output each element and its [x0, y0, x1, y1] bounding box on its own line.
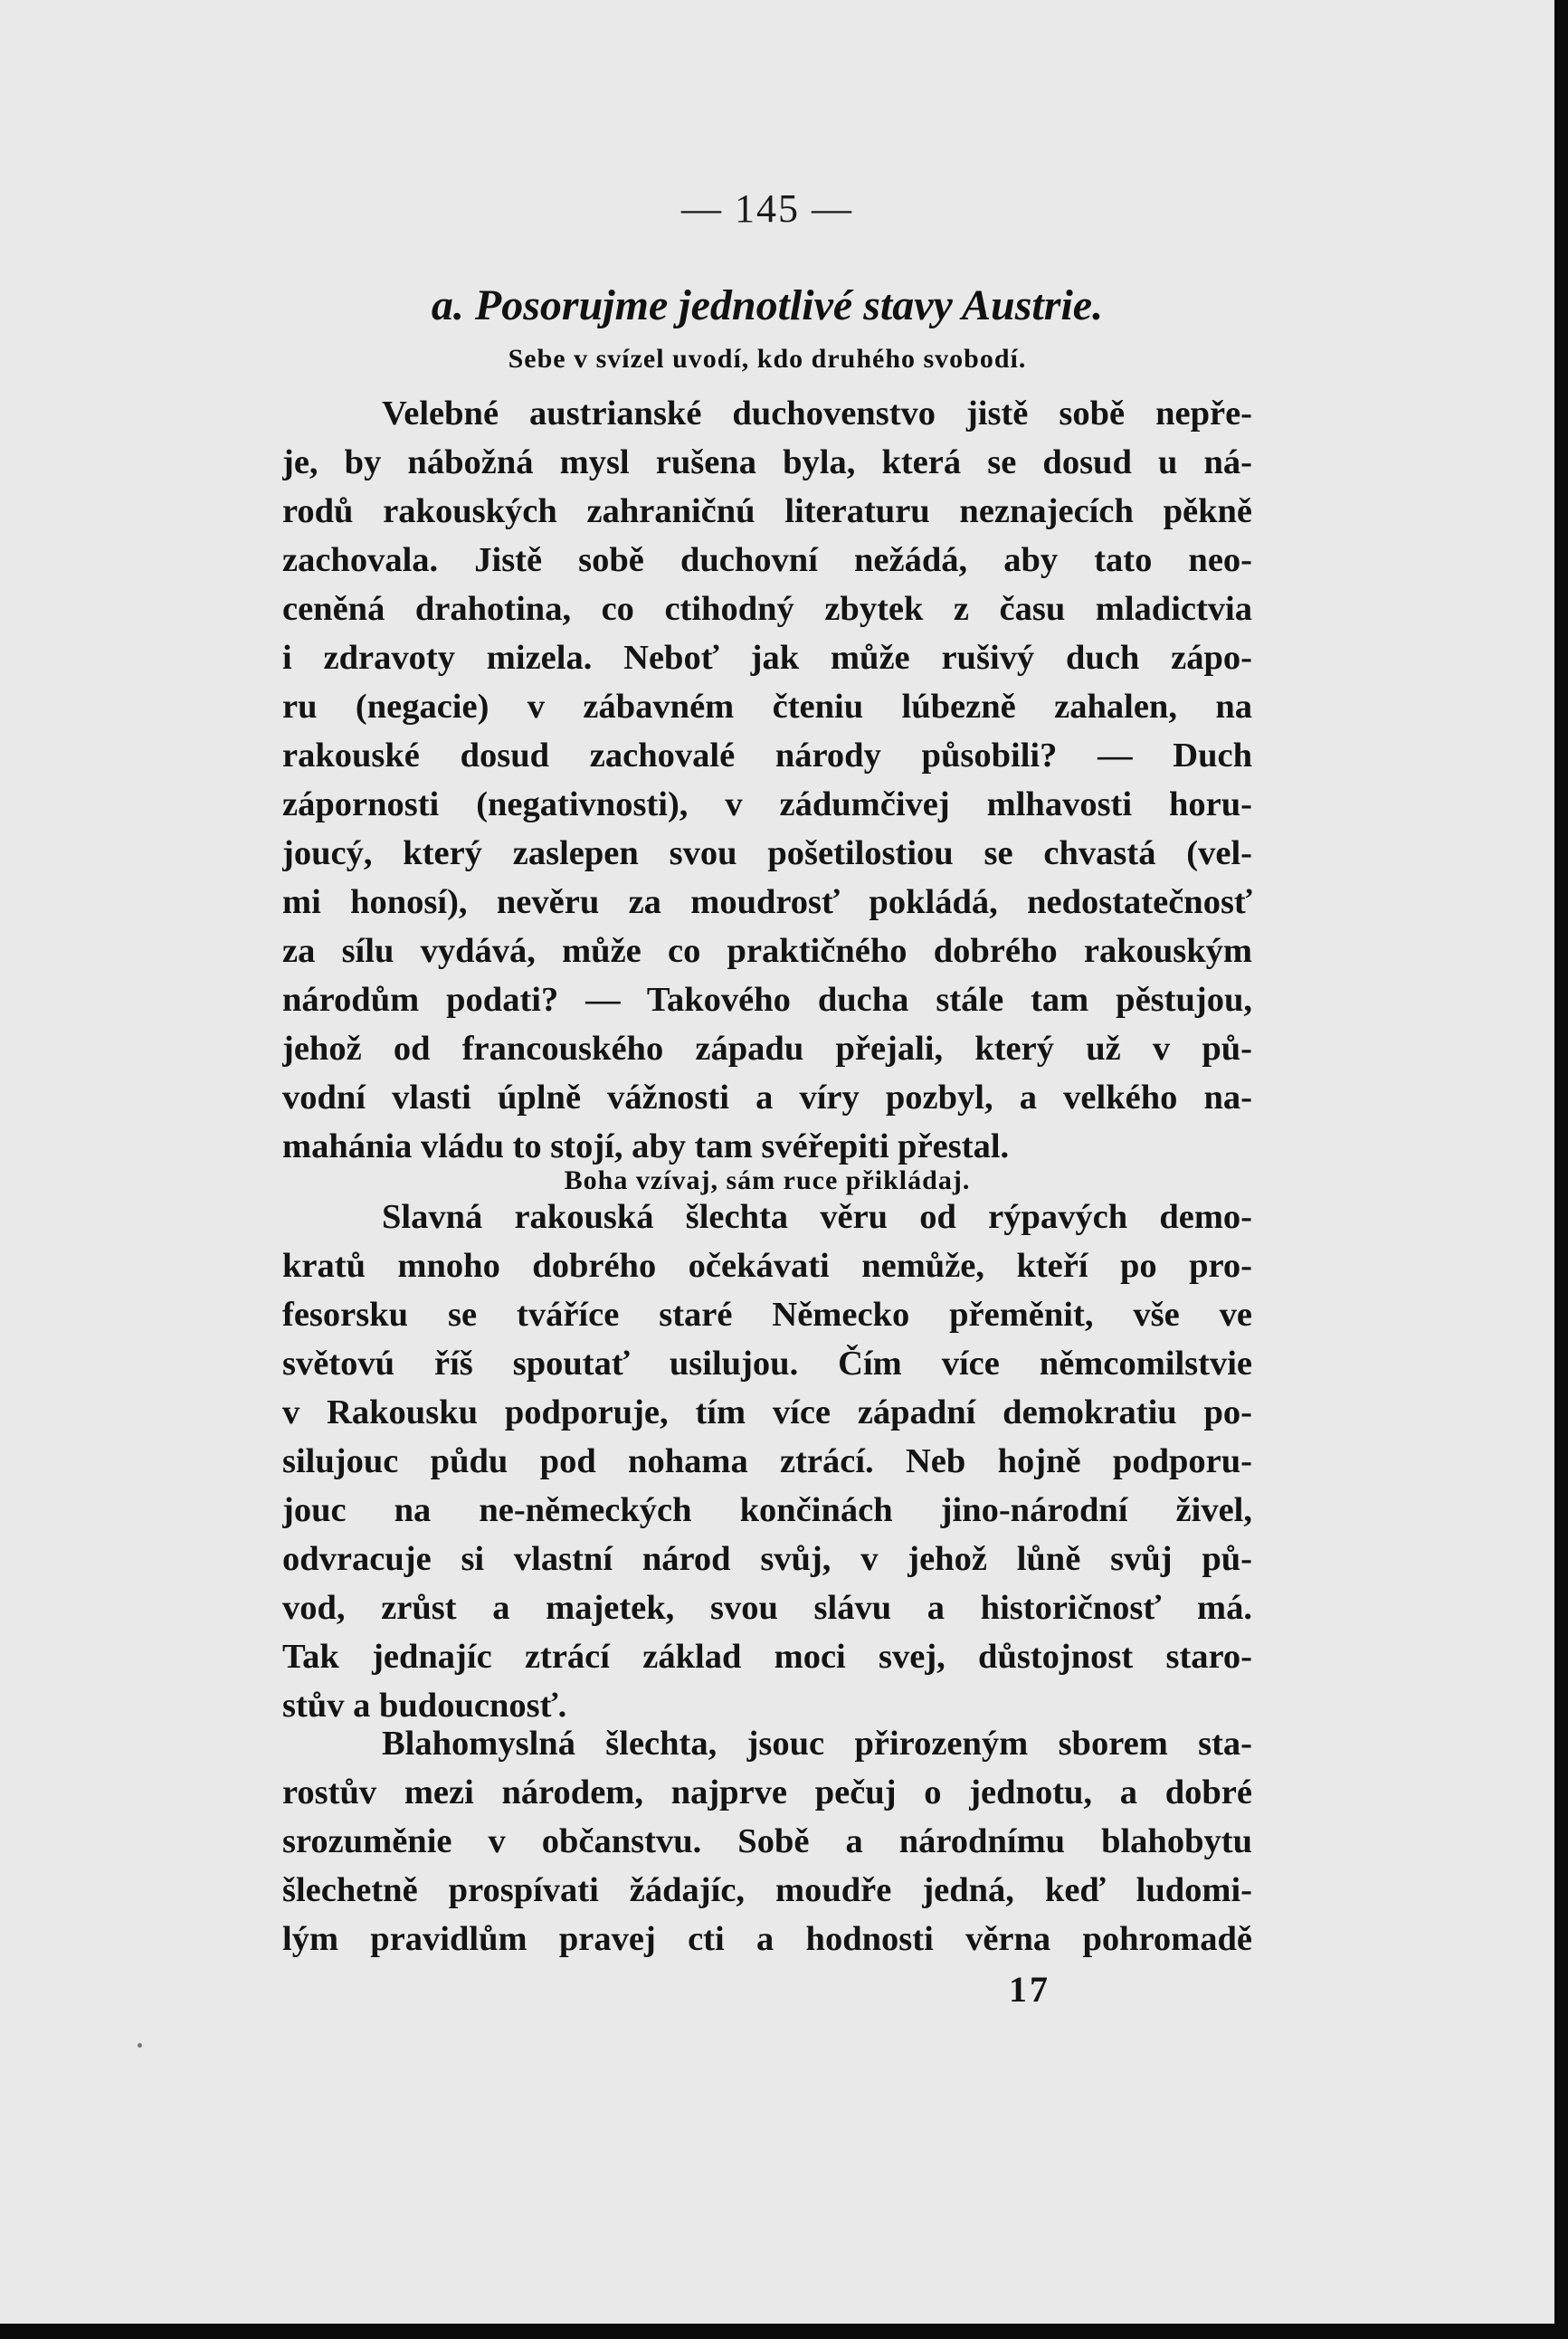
- text-line: zápornosti (negativnosti), v zádumčivej mlhavosti horu-: [282, 785, 1252, 823]
- motto-2: Boha vzívaj, sám ruce přikládaj.: [564, 1165, 971, 1195]
- paragraph-2: [282, 1193, 1252, 1730]
- running-header: — 145 —: [681, 186, 853, 231]
- text-line: lým pravidlům pravej cti a hodnosti věrna pohromadě: [282, 1920, 1252, 1958]
- text-line: joucý, který zaslepen svou pošetilostiou se chvastá (vel-: [282, 834, 1252, 872]
- text-line: mahánia vládu to stojí, aby tam svéřepiti přestal.: [282, 1127, 1010, 1165]
- text-line: ceněná drahotina, co ctihodný zbytek z času mladictvia: [282, 590, 1252, 628]
- text-line: kratů mnoho dobrého očekávati nemůže, kteří po pro-: [282, 1247, 1252, 1285]
- paragraph-3: [282, 1719, 1252, 1963]
- text-line: Velebné austrianské duchovenstvo jistě sobě nepře-: [382, 395, 1252, 433]
- text-line: silujouc půdu pod nohama ztrácí. Neb hojně podporu-: [282, 1442, 1252, 1480]
- text-line: rodů rakouských zahraničnú literaturu neznajecích pěkně: [282, 492, 1252, 530]
- text-line: za sílu vydává, může co praktičného dobrého rakouským: [282, 932, 1252, 970]
- text-line: odvracuje si vlastní národ svůj, v jehož lůně svůj pů-: [282, 1540, 1252, 1578]
- text-line: světovú říš spoutať usilujou. Čím více němcomilstvie: [282, 1345, 1252, 1383]
- text-line: rakouské dosud zachovalé národy působili? — Duch: [282, 737, 1252, 775]
- scan-border-bottom: [0, 2324, 1568, 2339]
- text-line: fesorsku se tváříce staré Německo přeměnit, vše ve: [282, 1296, 1252, 1334]
- section-title: a. Posorujme jednotlivé stavy Austrie.: [431, 281, 1104, 329]
- text-line: Blahomyslná šlechta, jsouc přirozeným sborem sta-: [382, 1725, 1252, 1763]
- text-line: mi honosí), nevěru za moudrosť pokládá, nedostatečnosť: [282, 883, 1252, 921]
- motto-1: Sebe v svízel uvodí, kdo druhého svobodí.: [508, 344, 1027, 374]
- paragraph-1: [282, 389, 1252, 1171]
- text-line: rostův mezi národem, najprve pečuj o jednotu, a dobré: [282, 1773, 1252, 1811]
- text-line: srozuměnie v občanstvu. Sobě a národnímu blahobytu: [282, 1822, 1252, 1860]
- text-line: zachovala. Jistě sobě duchovní nežádá, aby tato neo-: [282, 541, 1252, 579]
- text-line: národům podati? — Takového ducha stále tam pěstujou,: [282, 981, 1252, 1019]
- scan-border-right: [1554, 0, 1568, 2339]
- text-line: je, by nábožná mysl rušena byla, která se dosud u ná-: [282, 443, 1252, 481]
- text-line: v Rakousku podporuje, tím více západní demokratiu po-: [282, 1393, 1252, 1431]
- text-line: i zdravoty mizela. Neboť jak může rušivý duch zápo-: [282, 639, 1252, 677]
- text-line: šlechetně prospívati žádajíc, moudře jedná, keď ludomi-: [282, 1871, 1252, 1909]
- text-line: jehož od francouského západu přejali, který už v pů-: [282, 1030, 1252, 1068]
- text-line: jouc na ne-německých končinách jino-národní živel,: [282, 1491, 1252, 1529]
- signature-mark: 17: [1009, 1969, 1050, 2010]
- text-line: vodní vlasti úplně vážnosti a víry pozbyl, a velkého na-: [282, 1079, 1252, 1117]
- text-line: ru (negacie) v zábavném čteniu lúbezně zahalen, na: [282, 688, 1252, 726]
- text-line: Tak jednajíc ztrácí základ moci svej, důstojnost staro-: [282, 1638, 1252, 1676]
- scan-speck: [138, 2043, 142, 2048]
- text-line: stův a budoucnosť.: [282, 1687, 567, 1725]
- text-line: vod, zrůst a majetek, svou slávu a historičnosť má.: [282, 1589, 1252, 1627]
- text-line: Slavná rakouská šlechta věru od rýpavých demo-: [382, 1198, 1252, 1236]
